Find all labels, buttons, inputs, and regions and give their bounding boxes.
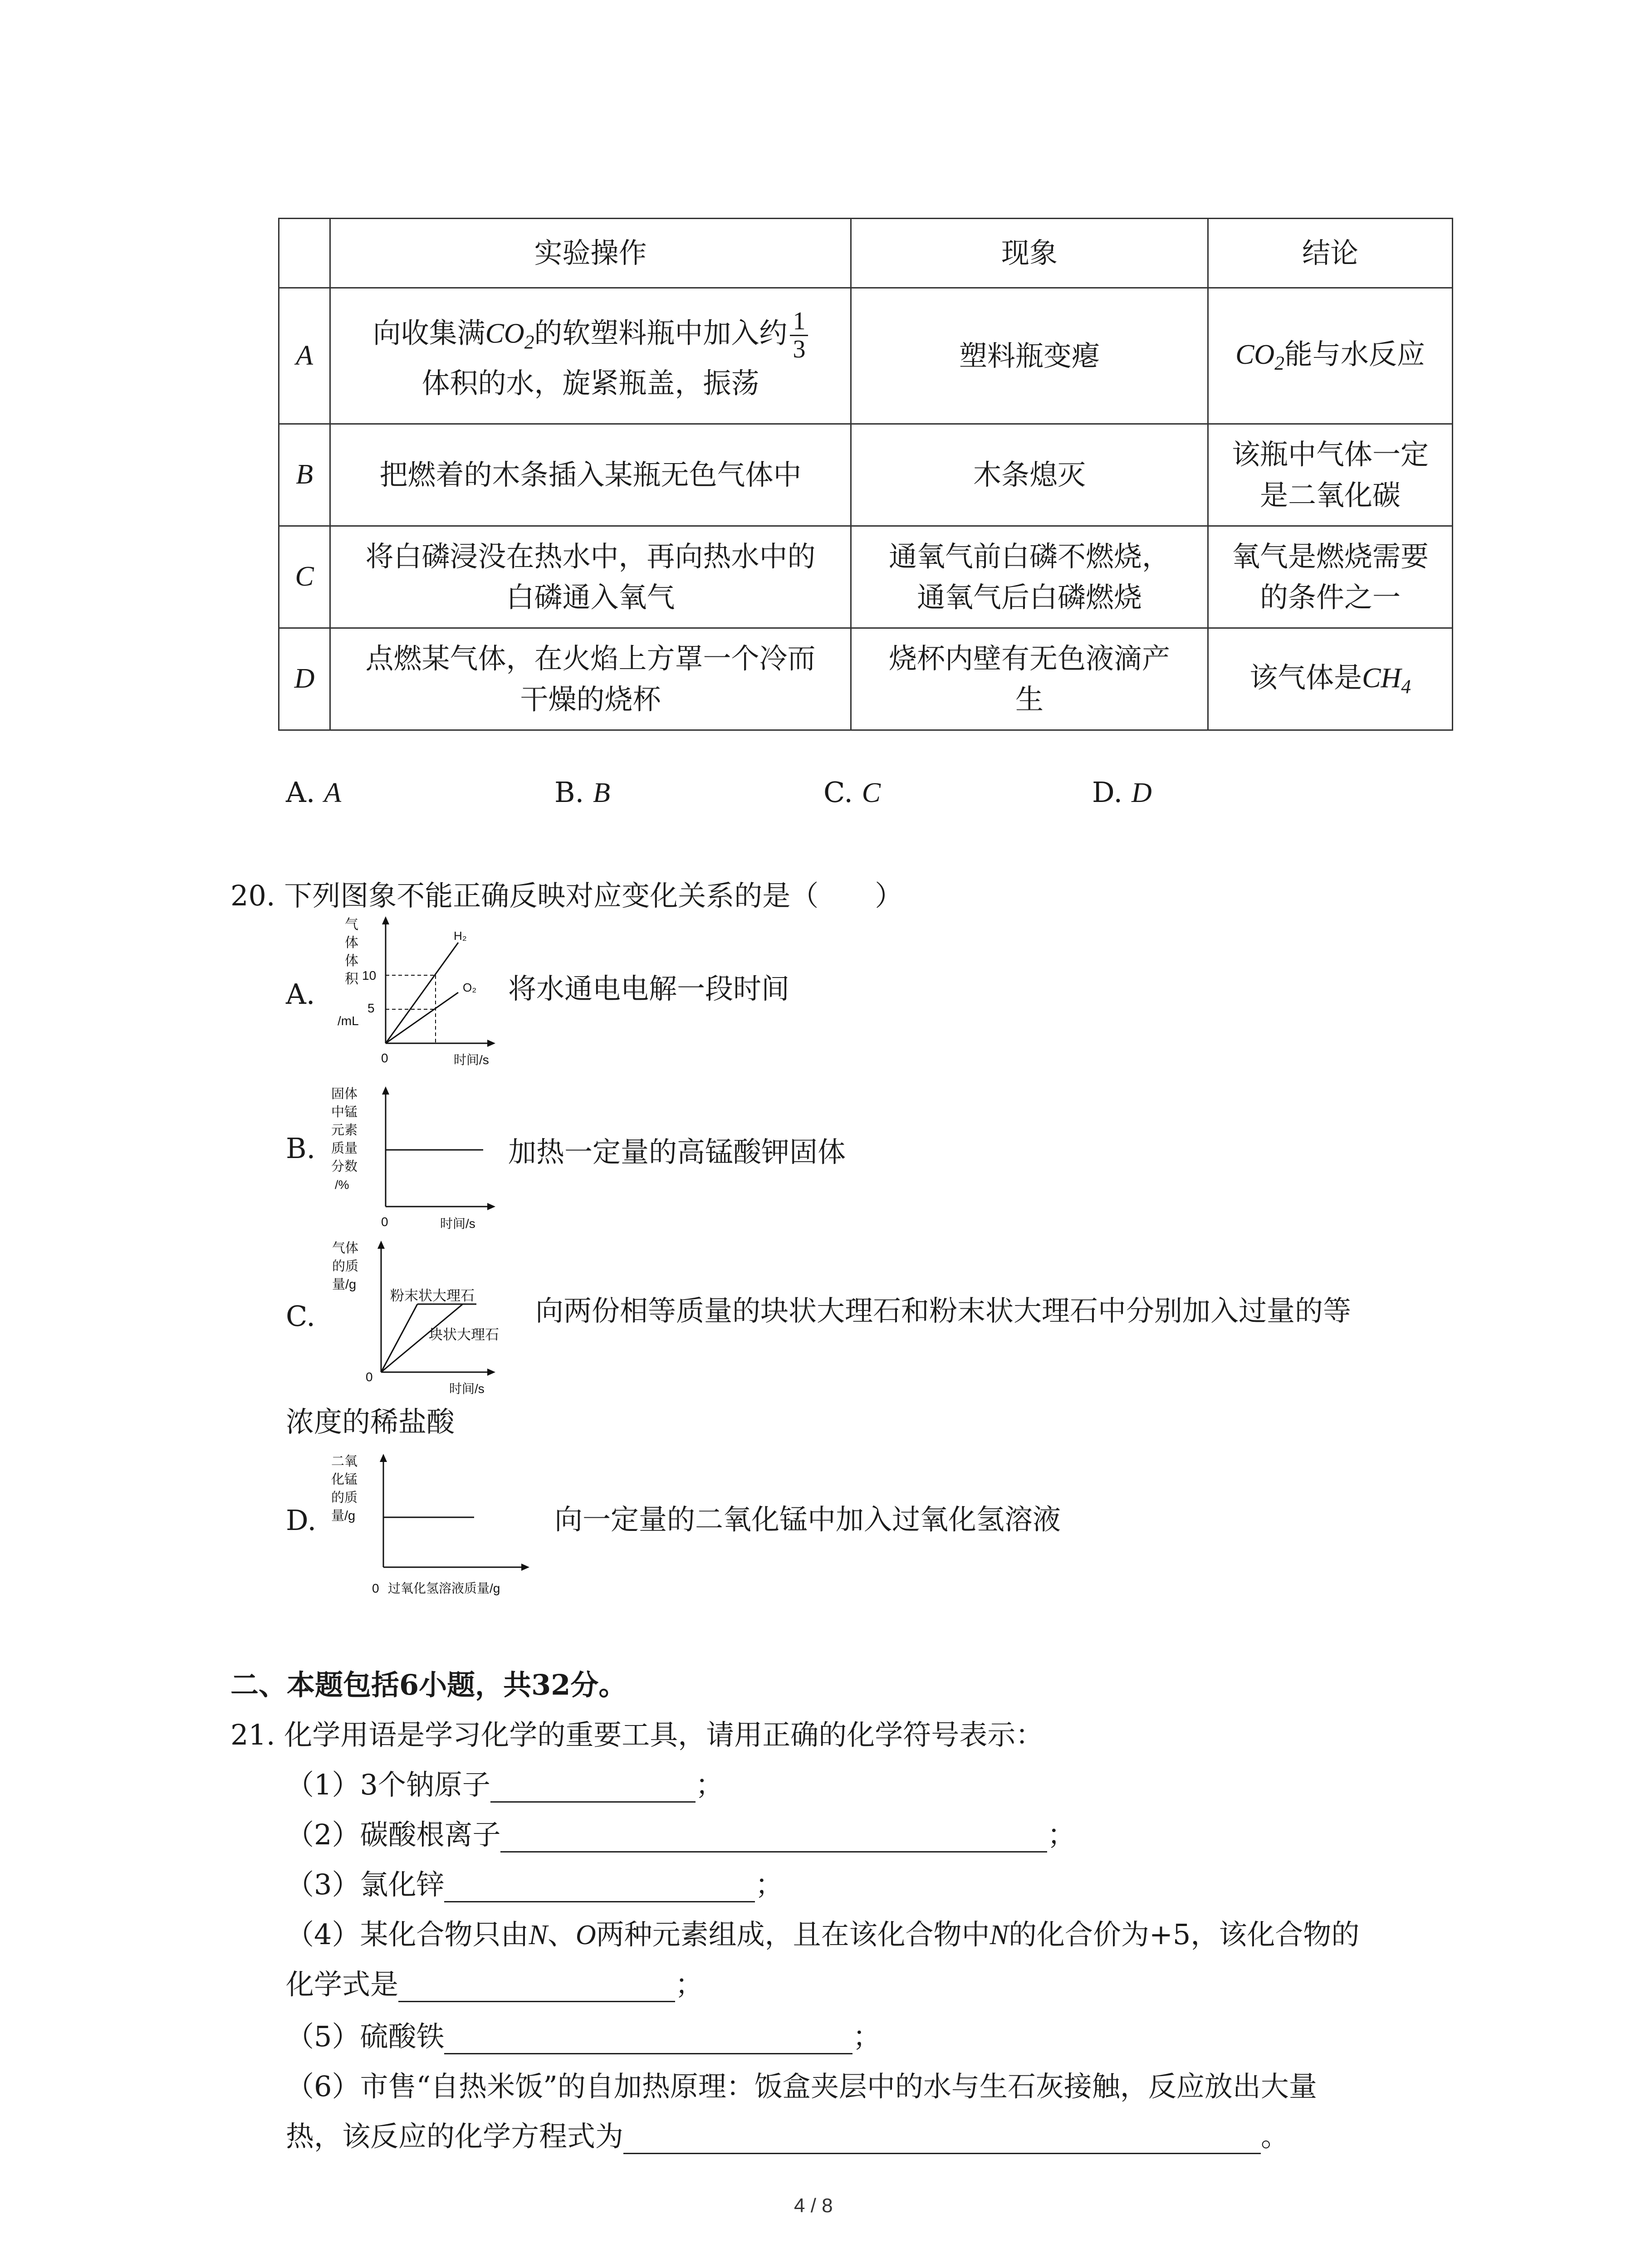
graph-a-ylabel-2: 体: [345, 953, 358, 968]
q20-option-a-desc: 将水通电电解一段时间: [508, 972, 790, 1005]
graph-d-ylabel-0: 二氧: [331, 1454, 358, 1469]
q20-option-a-label[interactable]: A.: [286, 978, 315, 1011]
table-header-conclusion: 结论: [1208, 219, 1453, 288]
graph-a-tick-5: 5: [367, 1001, 375, 1015]
table-header-phenomenon: 现象: [851, 219, 1208, 288]
row-label: A: [279, 288, 330, 424]
graph-a-ylabel-4: /mL: [338, 1014, 359, 1028]
q20-option-c-label[interactable]: C.: [286, 1300, 315, 1333]
table-header-blank: [279, 219, 330, 288]
row-conclusion: $CO_2$能与水反应: [1208, 288, 1453, 424]
graph-c-ylabel-0: 气体: [332, 1241, 359, 1256]
graph-a-xlabel: 时间/s: [454, 1053, 489, 1067]
table-row: [279, 424, 1453, 526]
row-conclusion: 该气体是$CH_4$: [1208, 628, 1453, 730]
row-conclusion: 氧气是燃烧需要 的条件之一: [1208, 526, 1453, 628]
graph-d-origin: 0: [372, 1581, 379, 1595]
graph-d-ylabel-3: 量/g: [331, 1509, 356, 1523]
experiment-table: [278, 218, 1453, 731]
graph-b-ylabel-3: 质量: [331, 1141, 358, 1156]
table-header-row: [279, 219, 1453, 288]
q19-option-b[interactable]: B. B: [554, 776, 610, 809]
graph-c-xlabel: 时间/s: [449, 1382, 485, 1396]
q20-option-d-desc: 向一定量的二氧化锰中加入过氧化氢溶液: [554, 1503, 1061, 1536]
page-number: 4 / 8: [794, 2195, 833, 2217]
q21-item-4-cont: 化学式是 ；: [286, 1962, 703, 2002]
graph-d-xlabel: 过氧化氢溶液质量/g: [388, 1581, 500, 1595]
q21-item-5: （5）硫酸铁 ；: [286, 2014, 881, 2054]
q21-item-1: （1）3个钠原子 ；: [286, 1762, 724, 1803]
graph-c-series-lump: 块状大理石: [429, 1327, 499, 1343]
graph-c-ylabel-1: 的质: [332, 1259, 359, 1274]
table-row: [279, 628, 1453, 730]
q19-option-a[interactable]: A. A: [286, 776, 342, 809]
section-title: 二、本题包括6小题，共32分。: [230, 1668, 627, 1701]
row-operation: 向收集满$CO_2$的软塑料瓶中加入约 $\frac{1}{3}$ 体积的水，旋紧瓶盖，振荡: [330, 288, 851, 424]
graph-d: [327, 1449, 581, 1603]
graph-a-tick-10: 10: [362, 968, 377, 982]
q21-item-6: （6）市售“自热米饭”的自加热原理：饭盒夹层中的水与生石灰接触，反应放出大量: [286, 2070, 1317, 2103]
graph-a-origin: 0: [381, 1051, 388, 1065]
fraction: $\frac{1}{3}$: [790, 308, 808, 363]
row-label: C: [279, 526, 330, 628]
answer-blank-3[interactable]: [444, 1874, 755, 1902]
answer-blank-5[interactable]: [444, 2026, 852, 2054]
graph-a: [327, 912, 517, 1089]
q21-item-3: （3）氯化锌 ；: [286, 1862, 783, 1902]
row-operation: 点燃某气体，在火焰上方罩一个冷而 干燥的烧杯: [330, 628, 851, 730]
answer-blank-2[interactable]: [500, 1824, 1047, 1853]
row-conclusion: 该瓶中气体一定 是二氧化碳: [1208, 424, 1453, 526]
graph-d-ylabel-2: 的质: [331, 1491, 358, 1505]
row-label: D: [279, 628, 330, 730]
q20-option-d-label[interactable]: D.: [286, 1504, 317, 1537]
graph-b-ylabel-0: 固体: [331, 1087, 358, 1101]
row-phenomenon: 塑料瓶变瘪: [851, 288, 1208, 424]
q21-item-4: （4）某化合物只由N、O两种元素组成，且在该化合物中N的化合价为+5，该化合物的: [286, 1918, 1360, 1951]
graph-a-ylabel-1: 体: [345, 935, 358, 950]
row-phenomenon: 木条熄灭: [851, 424, 1208, 526]
graph-d-ylabel-1: 化锰: [331, 1472, 358, 1487]
q19-option-c[interactable]: C. C: [823, 776, 881, 809]
q21-item-6-cont: 热，该反应的化学方程式为 。: [286, 2114, 1289, 2154]
q21-stem: 21. 化学用语是学习化学的重要工具，请用正确的化学符号表示：: [230, 1718, 1044, 1751]
graph-b: [327, 1082, 517, 1245]
graph-b-ylabel-4: 分数: [331, 1159, 358, 1174]
answer-blank-1[interactable]: [490, 1774, 696, 1803]
answer-blank-6[interactable]: [623, 2126, 1261, 2154]
q20-stem: 20. 下列图象不能正确反映对应变化关系的是（ ）: [230, 879, 903, 912]
table-row: [279, 526, 1453, 628]
row-label: B: [279, 424, 330, 526]
graph-c-ylabel-2: 量/g: [332, 1277, 357, 1292]
graph-b-ylabel-5: /%: [335, 1178, 349, 1192]
graph-b-ylabel-2: 元素: [331, 1123, 358, 1138]
graph-c-series-powder: 粉末状大理石: [390, 1288, 475, 1304]
q20-option-c-desc-cont: 浓度的稀盐酸: [286, 1405, 455, 1438]
row-phenomenon: 通氧气前白磷不燃烧， 通氧气后白磷燃烧: [851, 526, 1208, 628]
graph-c-origin: 0: [366, 1370, 373, 1384]
graph-b-xlabel: 时间/s: [440, 1217, 475, 1231]
graph-a-ylabel-3: 积: [345, 972, 358, 987]
graph-a-series-o2: O₂: [463, 981, 477, 994]
row-operation: 将白磷浸没在热水中，再向热水中的 白磷通入氧气: [330, 526, 851, 628]
row-operation: 把燃着的木条插入某瓶无色气体中: [330, 424, 851, 526]
graph-b-ylabel-1: 中锰: [331, 1105, 358, 1119]
graph-a-ylabel-0: 气: [345, 917, 358, 932]
table-header-operation: 实验操作: [330, 219, 851, 288]
answer-blank-4[interactable]: [398, 1974, 675, 2002]
table-row: [279, 288, 1453, 424]
q21-item-2: （2）碳酸根离子 ；: [286, 1812, 1075, 1853]
graph-b-origin: 0: [381, 1215, 388, 1229]
row-phenomenon: 烧杯内壁有无色液滴产 生: [851, 628, 1208, 730]
q20-option-b-desc: 加热一定量的高锰酸钾固体: [508, 1135, 846, 1168]
graph-c: [327, 1236, 535, 1399]
q19-option-d[interactable]: D. D: [1092, 776, 1152, 809]
q20-option-b-label[interactable]: B.: [286, 1132, 316, 1165]
graph-a-series-h2: H₂: [454, 929, 467, 943]
q20-option-c-desc: 向两份相等质量的块状大理石和粉末状大理石中分别加入过量的等: [535, 1294, 1352, 1327]
